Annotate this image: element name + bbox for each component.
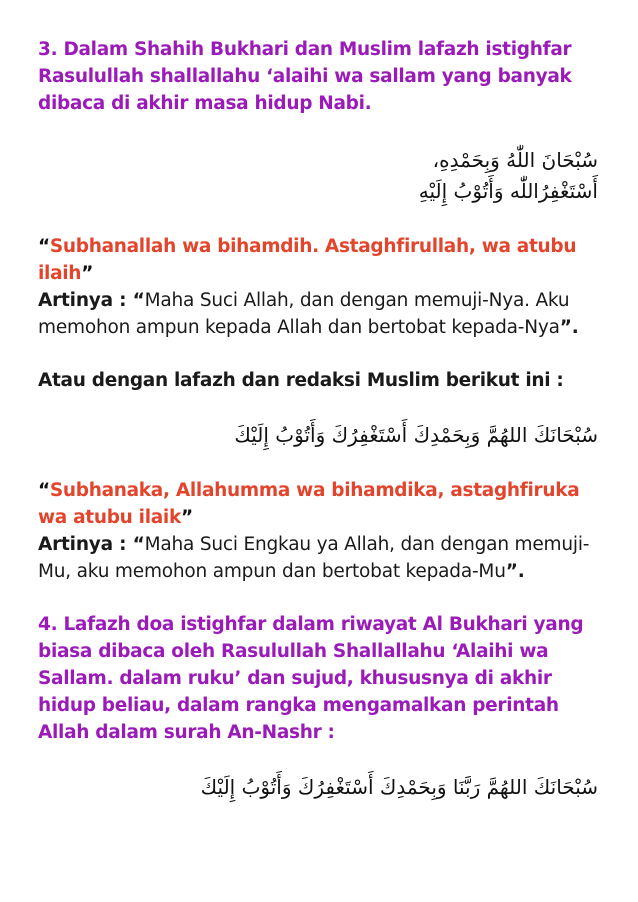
section-4-arabic: سُبْحَانَكَ اللهُمَّ رَبَّنَا وَبِحَمْدِكَ أَسْتَغْفِرُكَ وَأَتُوْبُ إِلَيْكَ	[200, 775, 598, 799]
alternative-heading: Atau dengan lafazh dan redaksi Muslim berikut ini :	[38, 370, 564, 391]
section-3-arabic	[38, 145, 598, 207]
quote-open: “	[38, 236, 50, 257]
transliteration-text: Subhanaka, Allahumma wa bihamdika, astaghfiruka wa atubu ilaik	[38, 480, 580, 528]
meaning-label: Artinya :	[38, 290, 133, 311]
section-3-arabic-line-1: سُبْحَانَ اللّٰهُ وَبِحَمْدِهِ،	[432, 148, 598, 172]
meaning-quote-open: “	[132, 534, 145, 555]
meaning-quote-close: ”.	[505, 561, 525, 582]
section-3-heading: 3. Dalam Shahih Bukhari dan Muslim lafazh istighfar Rasulullah shallallahu ‘alaihi wa sallam yang banyak dibaca di akhir masa hidup Nabi.	[38, 39, 572, 114]
quote-close: ”	[81, 263, 94, 284]
meaning-label: Artinya :	[38, 534, 133, 555]
meaning-quote-close: ”.	[559, 317, 579, 338]
document-page	[38, 36, 598, 803]
alternative-meaning	[38, 531, 598, 585]
meaning-text: Maha Suci Engkau ya Allah, dan dengan memuji-Mu, aku memohon ampun dan bertobat kepada-Mu	[38, 534, 590, 582]
section-3-arabic-line-2: أَسْتَغْفِرُاللّٰه وَأَتُوْبُ إِلَيْهِ	[418, 179, 598, 203]
section-4-heading: 4. Lafazh doa istighfar dalam riwayat Al Bukhari yang biasa dibaca oleh Rasulullah Shallallahu ‘Alaihi wa Sallam. dalam ruku’ dan sujud, khususnya di akhir hidup beliau, dalam rangka mengamalkan perintah Allah dalam surah An-Nashr :	[38, 614, 584, 743]
quote-close: ”	[180, 507, 193, 528]
section-3-meaning	[38, 287, 598, 341]
alternative-arabic: سُبْحَانَكَ اللهُمَّ وَبِحَمْدِكَ أَسْتَغْفِرُكَ وَأَتُوْبُ إِلَيْكَ	[234, 423, 598, 447]
quote-open: “	[38, 480, 50, 501]
meaning-text: Maha Suci Allah, dan dengan memuji-Nya. Aku memohon ampun kepada Allah dan bertobat kepada-Nya	[38, 290, 570, 338]
section-3-transliteration	[38, 233, 598, 287]
alternative-transliteration	[38, 477, 598, 531]
meaning-quote-open: “	[132, 290, 145, 311]
transliteration-text: Subhanallah wa bihamdih. Astaghfirullah, wa atubu ilaih	[38, 236, 577, 284]
